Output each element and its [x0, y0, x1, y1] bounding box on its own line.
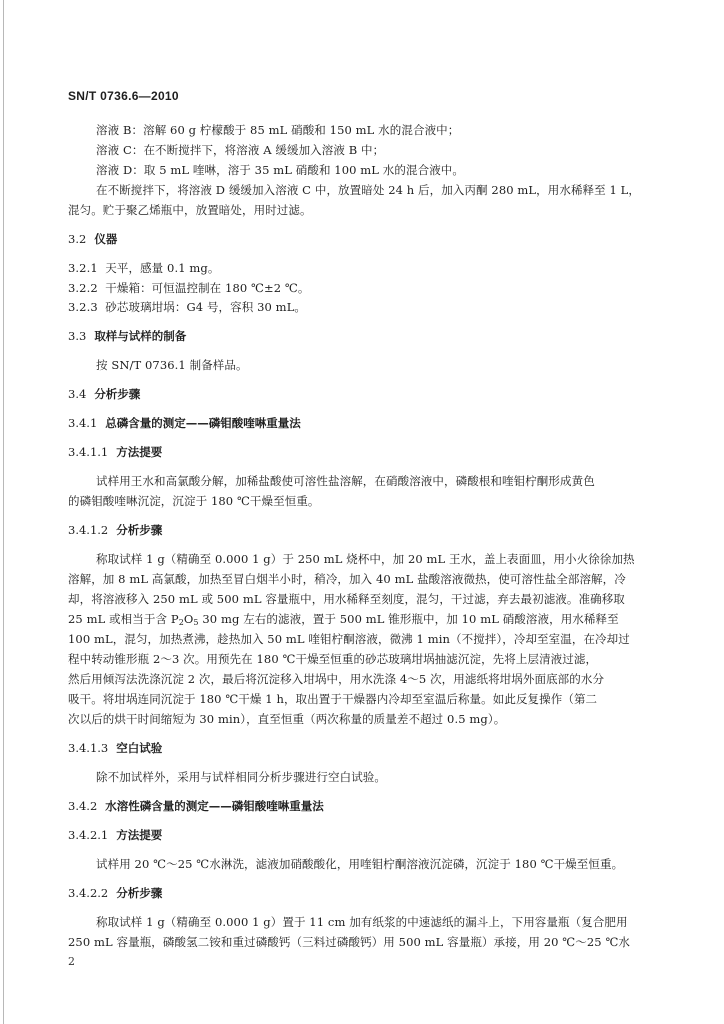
section-number: 3.4.1.2	[68, 523, 109, 537]
section-title: 取样与试样的制备	[94, 329, 187, 343]
section-title: 空白试验	[116, 741, 163, 755]
section-heading-3-2	[68, 232, 117, 246]
section-heading-3-4	[68, 387, 140, 401]
section-heading-3-4-2-1	[68, 828, 162, 842]
text-run: 25 mL 或相当于含 P	[68, 612, 179, 626]
section-number: 3.4.1.1	[68, 445, 109, 459]
text-line: 250 mL 容量瓶，磷酸氢二铵和重过磷酸钙（三料过磷酸钙）用 500 mL 容量瓶）承接，用 20 ℃～25 ℃水	[68, 935, 631, 949]
text-line: 的磷钼酸喹啉沉淀，沉淀于 180 ℃干燥至恒重。	[68, 494, 320, 508]
section-number: 3.3	[68, 329, 87, 343]
clause-text: 干燥箱：可恒温控制在 180 ℃±2 ℃。	[105, 281, 310, 295]
text-line: 溶液 B：溶解 60 g 柠檬酸于 85 mL 硝酸和 150 mL 水的混合液中；	[96, 123, 460, 137]
text-line: 除不加试样外，采用与试样相同分析步骤进行空白试验。	[96, 770, 386, 784]
clause-3-2-3	[68, 300, 306, 314]
text-run: O	[183, 612, 194, 626]
text-line: 100 mL，混匀，加热煮沸，趁热加入 50 mL 喹钼柠酮溶液，微沸 1 min（不搅拌），冷却至室温，在冷却过	[68, 632, 630, 646]
section-title: 分析步骤	[94, 387, 141, 401]
section-heading-3-3	[68, 329, 186, 343]
page-edge-line	[3, 0, 4, 1024]
subscript: 2	[178, 618, 184, 627]
text-line	[68, 612, 619, 630]
section-title: 方法提要	[116, 828, 163, 842]
text-line: 吸干。将坩埚连同沉淀于 180 ℃干燥 1 h，取出置于干燥器内冷却至室温后称量。如此反复操作（第二	[68, 692, 598, 706]
clause-3-2-1	[68, 261, 219, 275]
text-run: 30 mg 左右的滤液，置于 500 mL 锥形瓶中，加 10 mL 硝酸溶液，用水稀释至	[198, 612, 619, 626]
section-heading-3-4-1	[68, 416, 301, 430]
section-title: 分析步骤	[116, 523, 163, 537]
text-line: 溶解，加 8 mL 高氯酸，加热至冒白烟半小时，稍冷，加入 40 mL 盐酸溶液微热，使可溶性盐全部溶解，冷	[68, 572, 626, 586]
clause-3-2-2	[68, 281, 309, 295]
clause-number: 3.2.1	[68, 261, 98, 275]
section-title: 总磷含量的测定——磷钼酸喹啉重量法	[105, 416, 301, 430]
page-number: 2	[68, 955, 75, 968]
section-number: 3.4.2.2	[68, 886, 109, 900]
section-number: 3.4.2	[68, 799, 98, 813]
section-heading-3-4-1-2	[68, 523, 162, 537]
text-line: 在不断搅拌下，将溶液 D 缓缓加入溶液 C 中，放置暗处 24 h 后，加入丙酮 280 mL，用水稀释至 1 L，	[96, 183, 641, 197]
text-line: 溶液 D：取 5 mL 喹啉，溶于 35 mL 硝酸和 100 mL 水的混合液中。	[96, 163, 464, 177]
section-heading-3-4-2	[68, 799, 324, 813]
text-line: 程中转动锥形瓶 2～3 次。用预先在 180 ℃干燥至恒重的砂芯玻璃坩埚抽滤沉淀，先将上层清液过滤，	[68, 652, 598, 666]
section-number: 3.4.1.3	[68, 741, 109, 755]
clause-text: 天平，感量 0.1 mg。	[105, 261, 220, 275]
section-heading-3-4-2-2	[68, 886, 162, 900]
section-number: 3.2	[68, 232, 87, 246]
text-line: 次以后的烘干时间缩短为 30 min），直至恒重（两次称量的质量差不超过 0.5 mg）。	[68, 712, 506, 726]
text-line: 混匀。贮于聚乙烯瓶中，放置暗处，用时过滤。	[68, 203, 312, 217]
section-number: 3.4.1	[68, 416, 98, 430]
text-line: 然后用倾泻法洗涤沉淀 2 次，最后将沉淀移入坩埚中，用水洗涤 4～5 次，用滤纸将坩埚外面底部的水分	[68, 672, 605, 686]
text-line: 试样用 20 ℃～25 ℃水淋洗，滤液加硝酸酸化，用喹钼柠酮溶液沉淀磷，沉淀于 180 ℃干燥至恒重。	[96, 857, 624, 871]
section-title: 方法提要	[116, 445, 163, 459]
text-line: 却，将溶液移入 250 mL 或 500 mL 容量瓶中，用水稀释至刻度，混匀，干过滤，弃去最初滤液。准确移取	[68, 592, 625, 606]
section-number: 3.4	[68, 387, 87, 401]
section-title: 分析步骤	[116, 886, 163, 900]
text-line: 溶液 C：在不断搅拌下，将溶液 A 缓缓加入溶液 B 中；	[96, 143, 385, 157]
clause-number: 3.2.2	[68, 281, 98, 295]
section-number: 3.4.2.1	[68, 828, 109, 842]
standard-code-header: SN/T 0736.6—2010	[68, 89, 179, 103]
section-title: 水溶性磷含量的测定——磷钼酸喹啉重量法	[105, 799, 324, 813]
clause-number: 3.2.3	[68, 300, 98, 314]
section-title: 仪器	[94, 232, 118, 246]
text-line: 称取试样 1 g（精确至 0.000 1 g）于 250 mL 烧杯中，加 20 mL 王水，盖上表面皿，用小火徐徐加热	[96, 552, 635, 566]
subscript: 5	[193, 618, 199, 627]
section-heading-3-4-1-1	[68, 445, 162, 459]
text-line: 称取试样 1 g（精确至 0.000 1 g）置于 11 cm 加有纸浆的中速滤纸的漏斗上，下用容量瓶（复合肥用	[96, 915, 628, 929]
text-line: 试样用王水和高氯酸分解，加稀盐酸使可溶性盐溶解，在硝酸溶液中，磷酸根和喹钼柠酮形成黄色	[96, 474, 595, 488]
clause-text: 砂芯玻璃坩埚：G4 号，容积 30 mL。	[105, 300, 307, 314]
text-line: 按 SN/T 0736.1 制备样品。	[96, 358, 248, 372]
section-heading-3-4-1-3	[68, 741, 162, 755]
